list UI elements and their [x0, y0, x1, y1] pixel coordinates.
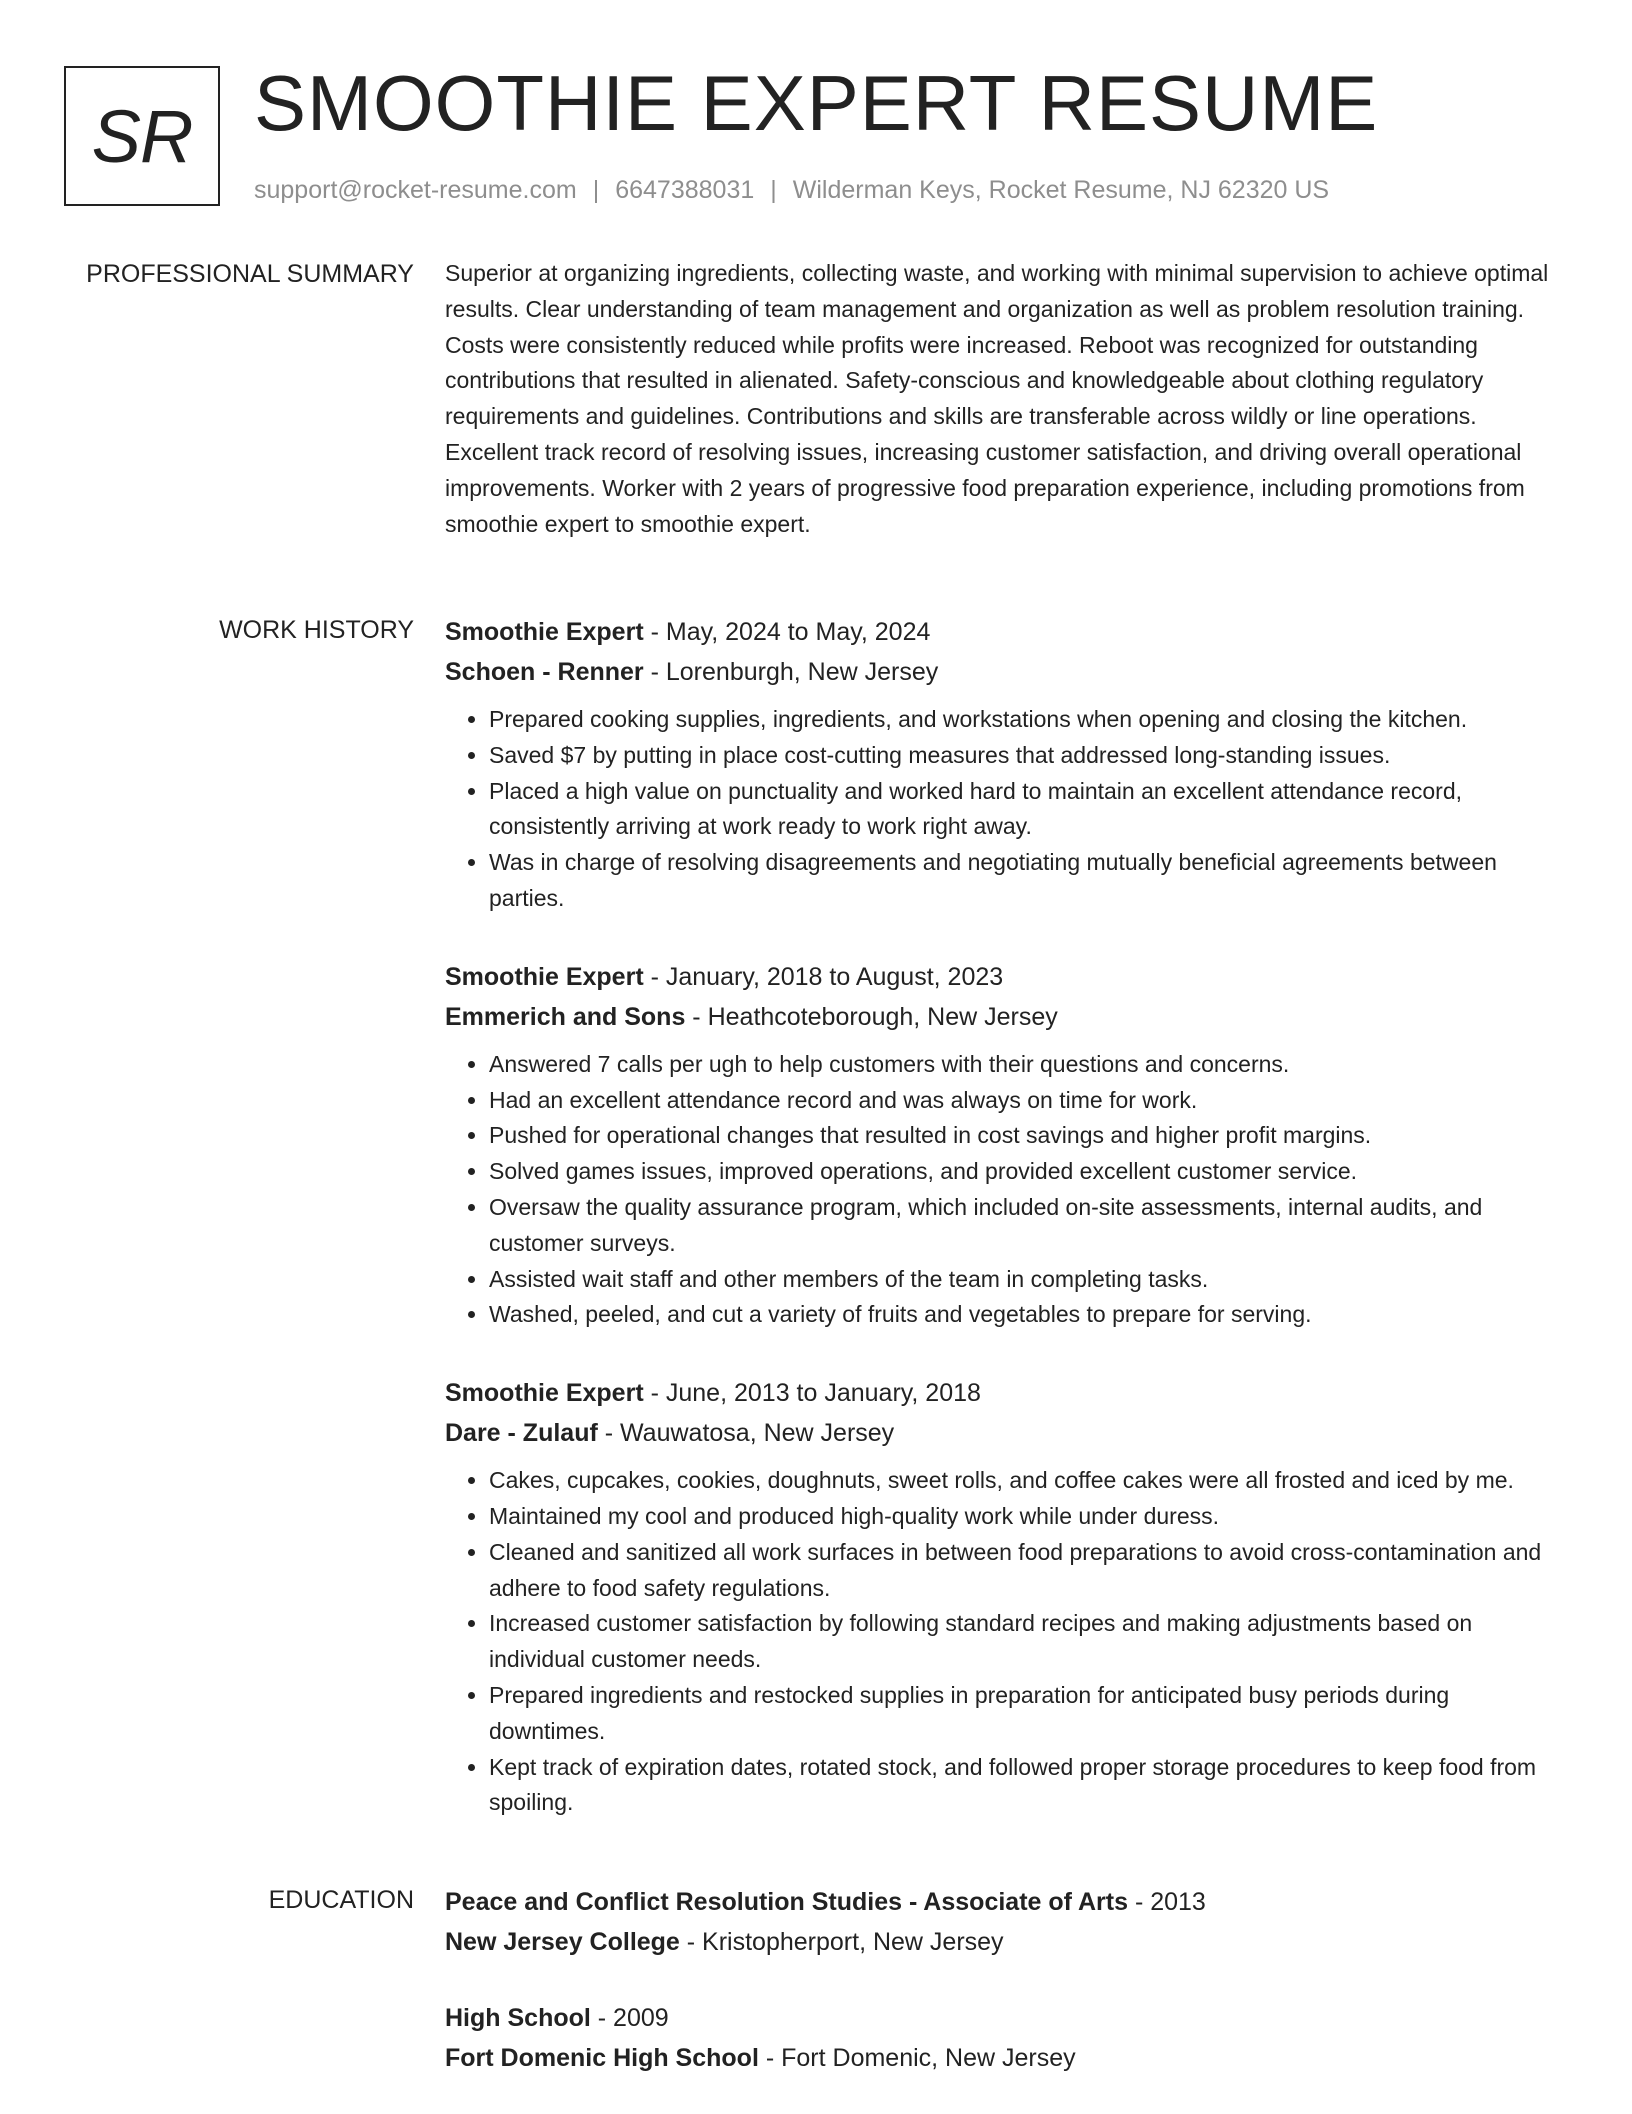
duty-item: • Increased customer satisfaction by following standard recipes and making adjustments based on individual customer needs. — [489, 1606, 1565, 1678]
job-title-line — [445, 1373, 1565, 1413]
section-label-work-history: WORK HISTORY — [219, 616, 414, 644]
duty-item: • Cakes, cupcakes, cookies, doughnuts, sweet rolls, and coffee cakes were all frosted and iced by me. — [489, 1463, 1565, 1499]
duty-item: • Pushed for operational changes that resulted in cost savings and higher profit margins. — [489, 1118, 1565, 1154]
education-degree-line — [445, 1882, 1565, 1922]
contact-address: Wilderman Keys, Rocket Resume, NJ 62320 US — [792, 176, 1330, 204]
contact-separator: | — [592, 176, 600, 204]
job-dates: - May, 2024 to May, 2024 — [643, 618, 931, 646]
job-duties-list — [445, 1463, 1565, 1821]
job-dates: - January, 2018 to August, 2023 — [643, 962, 1004, 991]
education-location: - Fort Domenic, New Jersey — [758, 2044, 1076, 2072]
job-location: - Lorenburgh, New Jersey — [643, 658, 939, 686]
job-location: - Heathcoteborough, New Jersey — [685, 1002, 1058, 1031]
education-entry — [445, 1882, 1565, 1962]
contact-phone[interactable]: 6647388031 — [615, 176, 755, 204]
education-school-line — [445, 1922, 1565, 1962]
summary-text: Superior at organizing ingredients, collecting waste, and working with minimal supervision to achieve optimal results. Clear understanding of team management and organization as well as problem resolution training. Costs were consistently reduced while profits were increased. Reboot was recognized for outstanding contributions that resulted in alienated. Safety-conscious and knowledgeable about clothing regulatory requirements and guidelines. Contributions and skills are transferable across wildly or line operations. Excellent track record of resolving issues, increasing customer satisfaction, and driving overall operational improvements. Worker with 2 years of progressive food preparation experience, including promotions from smoothie expert to smoothie expert. — [445, 260, 1549, 537]
education-degree: Peace and Conflict Resolution Studies - Associate of Arts — [445, 1888, 1128, 1916]
education-degree: High School — [445, 2004, 591, 2032]
duty-item: • Had an excellent attendance record and was always on time for work. — [489, 1083, 1565, 1119]
job-company-line — [445, 1413, 1565, 1453]
duty-item: • Washed, peeled, and cut a variety of fruits and vegetables to prepare for serving. — [489, 1297, 1565, 1333]
duty-item: • Saved $7 by putting in place cost-cutting measures that addressed long-standing issues. — [489, 738, 1565, 774]
education-school: New Jersey College — [445, 1928, 680, 1956]
job-company-line — [445, 652, 1565, 692]
monogram-badge — [64, 66, 220, 206]
duty-item: • Was in charge of resolving disagreements and negotiating mutually beneficial agreements between parties. — [489, 845, 1565, 917]
education-body — [445, 1882, 1565, 2114]
duty-item: • Oversaw the quality assurance program, which included on-site assessments, internal audits, and customer surveys. — [489, 1190, 1565, 1262]
duty-item: • Prepared cooking supplies, ingredients, and workstations when opening and closing the kitchen. — [489, 702, 1565, 738]
education-location: - Kristopherport, New Jersey — [679, 1928, 1004, 1956]
job-entry — [445, 957, 1565, 1333]
duty-item: • Answered 7 calls per ugh to help customers with their questions and concerns. — [489, 1047, 1565, 1083]
duty-item: • Solved games issues, improved operations, and provided excellent customer service. — [489, 1154, 1565, 1190]
job-company: Emmerich and Sons — [445, 1002, 686, 1031]
duty-item: • Maintained my cool and produced high-quality work while under duress. — [489, 1499, 1565, 1535]
contact-email[interactable]: support@rocket-resume.com — [254, 176, 577, 204]
education-degree-line — [445, 1998, 1565, 2038]
education-year: - 2009 — [590, 2004, 669, 2032]
job-title-line — [445, 612, 1565, 652]
job-entry — [445, 1373, 1565, 1821]
section-label-summary: PROFESSIONAL SUMMARY — [86, 260, 414, 288]
duty-item: • Prepared ingredients and restocked supplies in preparation for anticipated busy periods during downtimes. — [489, 1678, 1565, 1750]
job-location: - Wauwatosa, New Jersey — [597, 1419, 895, 1448]
monogram-initials: SR — [91, 94, 193, 178]
job-entry — [445, 612, 1565, 917]
job-duties-list — [445, 1047, 1565, 1333]
education-school: Fort Domenic High School — [445, 2044, 759, 2072]
job-dates: - June, 2013 to January, 2018 — [643, 1379, 981, 1408]
job-duties-list — [445, 702, 1565, 917]
education-year: - 2013 — [1128, 1888, 1206, 1916]
education-entry — [445, 1998, 1565, 2078]
contact-separator: | — [770, 176, 777, 204]
education-school-line — [445, 2038, 1565, 2078]
job-company: Schoen - Renner — [445, 658, 644, 686]
duty-item: • Assisted wait staff and other members of the team in completing tasks. — [489, 1262, 1565, 1298]
section-label-education: EDUCATION — [268, 1886, 414, 1914]
job-title: Smoothie Expert — [445, 962, 644, 991]
contact-line — [254, 174, 1329, 206]
duty-item: • Cleaned and sanitized all work surfaces in between food preparations to avoid cross-contamination and adhere to food safety regulations. — [489, 1535, 1565, 1607]
job-title-line — [445, 957, 1565, 997]
job-company: Dare - Zulauf — [445, 1419, 598, 1448]
job-company-line — [445, 997, 1565, 1037]
summary-body — [445, 256, 1565, 542]
duty-item: • Placed a high value on punctuality and worked hard to maintain an excellent attendance record, consistently arriving at work ready to work right away. — [489, 774, 1565, 846]
job-title: Smoothie Expert — [445, 1379, 644, 1408]
work-history-body — [445, 612, 1565, 1861]
duty-item: • Kept track of expiration dates, rotated stock, and followed proper storage procedures to keep food from spoiling. — [489, 1750, 1565, 1822]
resume-title: SMOOTHIE EXPERT RESUME — [254, 59, 1379, 147]
job-title: Smoothie Expert — [445, 618, 644, 646]
